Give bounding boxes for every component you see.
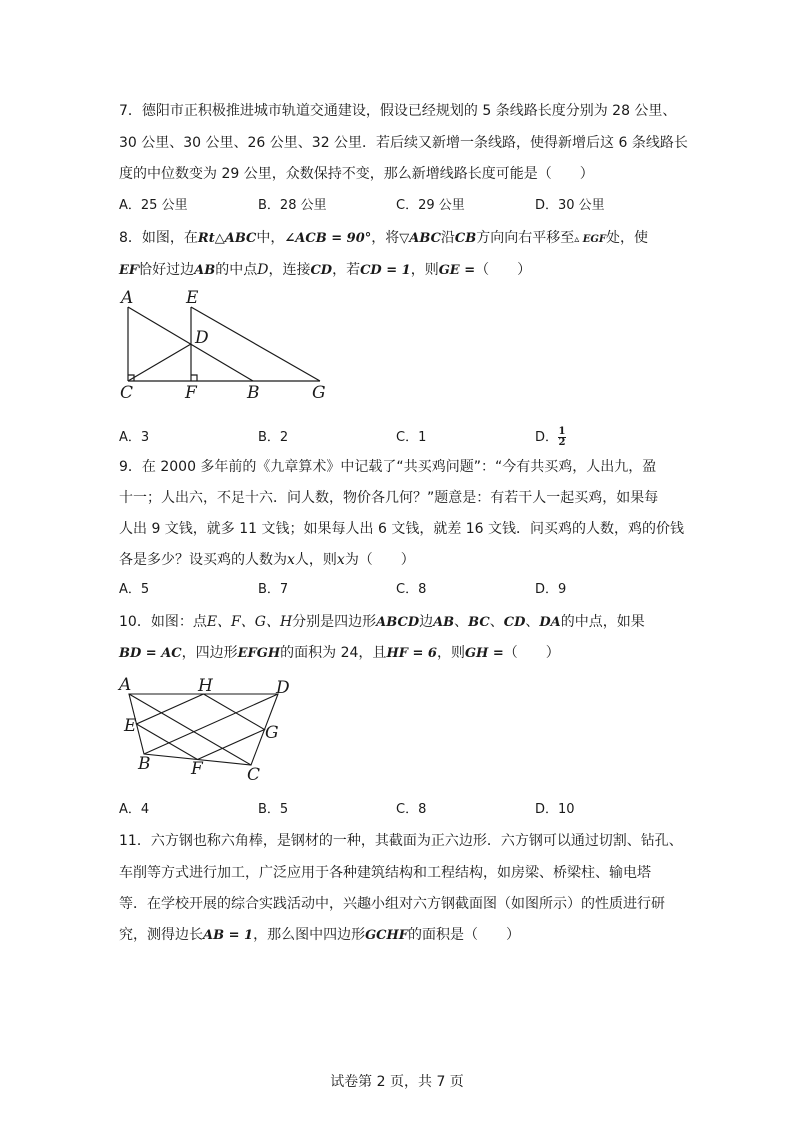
q10-math-hf: HF = 6 — [386, 646, 437, 661]
q10-math-da: DA — [539, 615, 561, 630]
q10-option-b: B．5 — [258, 802, 289, 817]
q10-label-c: C — [247, 765, 261, 784]
q11-text: ，那么图中四边形 — [253, 927, 366, 943]
q9-line-3: 人出 9 文钱，就多 11 文钱；如果每人出 6 文钱，就差 16 文钱．问买鸡的人数，鸡的价钱 — [119, 521, 685, 537]
q8-option-b: B．2 — [258, 430, 289, 445]
q10-math-abcd: ABCD — [376, 615, 420, 630]
q8-text: 沿 — [440, 230, 455, 246]
q10-label-a: A — [119, 675, 132, 695]
q8-label-b: B — [247, 383, 260, 403]
q8-segment-eg — [191, 307, 320, 381]
q10-text: 的面积为 24，且 — [280, 645, 387, 661]
q8-math-egf: ▵ EGF — [574, 234, 607, 245]
page-footer: 试卷第 2 页，共 7 页 — [330, 1074, 464, 1090]
q7-option-c: C．29 公里 — [396, 198, 465, 213]
q10-text: （ ） — [503, 645, 560, 661]
q8-text: 处，使 — [606, 230, 649, 246]
q7-line-1: 7．德阳市正积极推进城市轨道交通建设，假设已经规划的 5 条线路长度分别为 28 公里、 — [119, 103, 677, 119]
q10-math-cd: CD — [503, 615, 526, 630]
q8-label-d: D — [195, 328, 209, 348]
fraction-denominator: 2 — [558, 437, 566, 448]
q10-option-c: C．8 — [396, 802, 427, 817]
q10-label-b: B — [138, 754, 151, 774]
q10-option-d: D．10 — [535, 802, 575, 817]
q9-option-c: C．8 — [396, 582, 427, 597]
q8-right-angle-f — [191, 375, 197, 381]
q10-math-gh: GH = — [464, 646, 504, 661]
q9-text: 人，则 — [294, 552, 337, 568]
q8-segment-cd — [128, 344, 191, 381]
q9-text: 为（ ） — [344, 552, 415, 568]
q10-text: 的中点，如果 — [560, 614, 645, 630]
q9-line-2: 十一；人出六，不足十六．问人数，物价各几何？”题意是：有若干人一起买鸡，如果每 — [119, 490, 659, 506]
q10-text: 、 — [525, 614, 540, 630]
q10-math-bc: BC — [468, 615, 490, 630]
q10-math-efgh: EFGH — [237, 646, 281, 661]
q10-quadrilateral-efgh — [137, 694, 265, 760]
q10-text: 、 — [454, 614, 469, 630]
q8-option-d-fraction — [558, 427, 566, 448]
q10-text: 分别是四边形 — [292, 614, 377, 630]
q8-math-ef: EF — [119, 263, 139, 278]
q8-text: ，则 — [410, 262, 439, 278]
q8-text: 的中点 — [215, 262, 258, 278]
q7-option-b: B．28 公里 — [258, 198, 327, 213]
q8-option-c: C．1 — [396, 430, 427, 445]
q10-quadrilateral-abcd — [129, 694, 278, 765]
q10-label-e: E — [124, 716, 137, 736]
q8-text: ，连接 — [268, 262, 311, 278]
q8-label-c: C — [120, 383, 134, 403]
q10-text: ，四边形 — [181, 645, 238, 661]
q9-option-a: A．5 — [119, 582, 150, 597]
q7-option-d: D．30 公里 — [535, 198, 605, 213]
q10-text: ，则 — [436, 645, 465, 661]
q8-math-angle: ∠ACB = 90° — [284, 231, 372, 246]
q11-math-ab: AB = 1 — [203, 928, 254, 943]
q8-math-cb: CB — [454, 231, 477, 246]
fraction-numerator: 1 — [558, 426, 566, 437]
q10-text: 10．如图：点 — [119, 614, 207, 630]
q9-line-1: 9．在 2000 多年前的《九章算术》中记载了“共买鸡问题”：“今有共买鸡，人出九，盈 — [119, 459, 657, 475]
q8-line-1 — [119, 228, 648, 250]
q9-text: 各是多少？设买鸡的人数为 — [119, 552, 287, 568]
q11-line-3: 等．在学校开展的综合实践活动中，兴趣小组对六方钢截面图（如图所示）的性质进行研 — [119, 896, 665, 912]
q10-math-ab: AB — [433, 615, 455, 630]
q9-var-x: x — [287, 552, 295, 568]
q10-label-g: G — [265, 723, 279, 743]
q8-option-d-label: D． — [535, 430, 559, 445]
q9-option-b: B．7 — [258, 582, 289, 597]
q11-text: 的面积是（ ） — [408, 927, 521, 943]
q8-label-g: G — [312, 383, 326, 403]
q9-line-4 — [119, 550, 415, 570]
q8-math-cd-1: CD = 1 — [360, 263, 411, 278]
q11-math-gchf: GCHF — [365, 928, 409, 943]
q11-text: 究，测得边长 — [119, 927, 203, 943]
q11-line-2: 车削等方式进行加工，广泛应用于各种建筑结构和工程结构，如房梁、桥梁柱、输电塔 — [119, 865, 651, 881]
q10-text: 、 — [489, 614, 504, 630]
q11-line-1: 11．六方钢也称六角棒，是钢材的一种，其截面为正六边形．六方钢可以通过切割、钻孔、 — [119, 833, 683, 849]
q9-option-d: D．9 — [535, 582, 567, 597]
q8-math-ge: GE = — [438, 263, 476, 278]
q8-text: （ ） — [475, 262, 532, 278]
q7-line-2: 30 公里、30 公里、26 公里、32 公里．若后续又新增一条线路，使得新增后这 6 条线路长 — [119, 135, 688, 151]
q8-label-a: A — [121, 288, 134, 308]
q10-label-f: F — [191, 759, 203, 779]
q9-var-x: x — [336, 552, 345, 568]
q8-option-a: A．3 — [119, 430, 150, 445]
q8-option-d — [535, 418, 566, 448]
q8-label-f: F — [185, 383, 197, 403]
q10-text: 边 — [419, 614, 434, 630]
q8-math-ab: AB — [194, 263, 216, 278]
q7-line-3: 度的中位数变为 29 公里，众数保持不变，那么新增线路长度可能是（ ） — [119, 166, 594, 182]
q10-line-2 — [119, 643, 560, 664]
q8-text: 中， — [256, 230, 285, 246]
q8-math-cd: CD — [310, 263, 333, 278]
q10-figure — [112, 674, 302, 784]
q10-line-1 — [119, 612, 645, 633]
q10-label-h: H — [198, 676, 213, 696]
q7-option-a: A．25 公里 — [119, 198, 188, 213]
q10-math-bd-ac: BD = AC — [119, 646, 182, 661]
q8-label-e: E — [186, 288, 199, 308]
q11-line-4 — [119, 925, 520, 946]
q8-text: 8．如图，在 — [119, 230, 198, 246]
q8-text: 方向向右平移至 — [476, 230, 575, 246]
q8-text: 恰好过边 — [138, 262, 195, 278]
q8-point-d: D — [257, 262, 269, 278]
q8-text: ，将 — [371, 230, 400, 246]
q8-figure — [112, 286, 332, 404]
q8-line-2 — [119, 260, 531, 281]
q8-text: ，若 — [332, 262, 361, 278]
q10-label-d: D — [276, 678, 290, 698]
q10-diagonal-bd — [144, 694, 278, 754]
q8-math-triangle: ▽ABC — [399, 231, 441, 246]
q10-points: E、F、G、H — [206, 614, 293, 630]
q8-math-rt-abc: Rt△ABC — [197, 231, 257, 246]
q10-option-a: A．4 — [119, 802, 150, 817]
